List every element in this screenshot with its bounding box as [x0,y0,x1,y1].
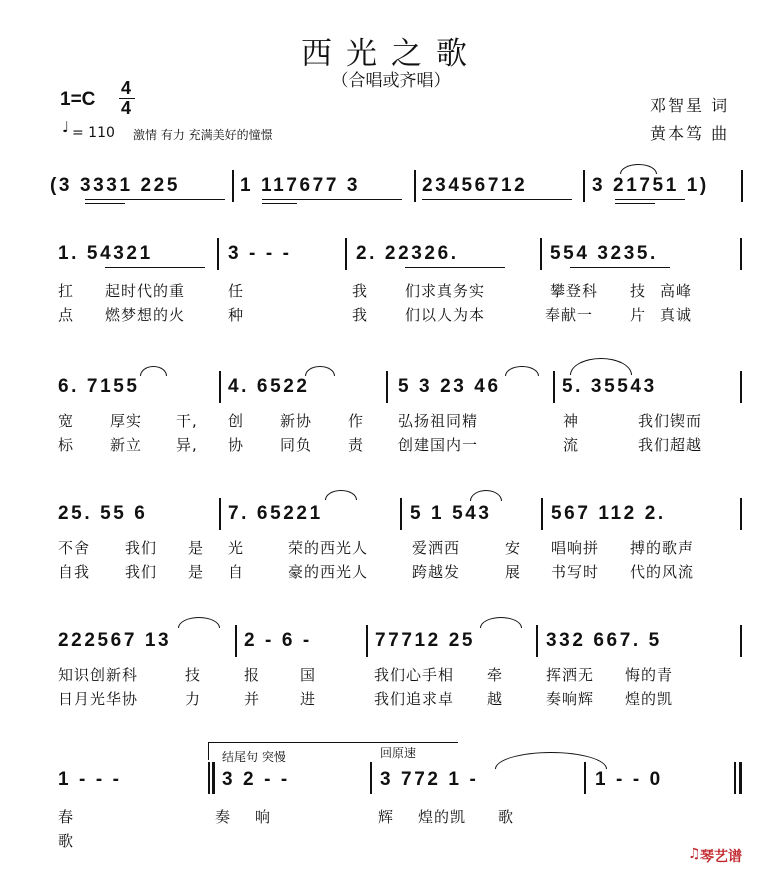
measure: 3 - - - [228,243,292,264]
lyric: 真诚 [660,306,693,324]
barline [219,371,221,403]
volta-bracket-edge [208,742,209,760]
barline [235,625,237,657]
lyric: 辉 [378,808,395,826]
lyric: 自我 [58,563,91,581]
expression-marking: 激情 有力 充满美好的憧憬 [133,128,273,142]
lyric: 响 [255,808,272,826]
lyric: 高峰 [660,282,693,300]
lyric: 责 [348,436,365,454]
barline [386,371,388,403]
lyric: 弘扬祖同精 [398,412,479,430]
lyric: 悔的青 [625,666,674,684]
volta-bracket [208,742,458,743]
lyric: 进 [300,690,317,708]
lyric: 新立 [110,436,143,454]
lyric: 们求真务实 [405,282,486,300]
watermark: 琴艺谱 [700,849,742,865]
measure: 2. 22326. [356,243,459,264]
measure: 1 - - - [58,769,122,790]
lyric: 爱洒西 [412,539,461,557]
lyric: 奉献一 [545,306,594,324]
lyric: 歌 [498,808,515,826]
slur [480,617,522,628]
lyric: 异, [176,436,198,454]
lyric: 是 [188,563,205,581]
barline [414,170,416,202]
lyric: 展 [505,563,522,581]
lyric: 起时代的重 [105,282,186,300]
lyric: 跨越发 [412,563,461,581]
barline [540,238,542,270]
lyric: 神 [563,412,580,430]
lyric: 豪的西光人 [288,563,369,581]
lyric: 力 [185,690,202,708]
barline [536,625,538,657]
measure: 5 1 543 [410,503,492,524]
lyric: 流 [563,436,580,454]
lyric: 作 [348,412,365,430]
lyric: 报 [244,666,261,684]
lyric: 煌的凯 [418,808,467,826]
measure: 7. 65221 [228,503,323,524]
beam [570,267,670,268]
lyric: 奏响辉 [546,690,595,708]
measure: 554 3235. [550,243,658,264]
barline [553,371,555,403]
barline [345,238,347,270]
lyric: 点 [58,306,75,324]
lyric: 挥洒无 [546,666,595,684]
measure: 25. 55 6 [58,503,148,524]
barline [366,625,368,657]
slur [505,366,539,376]
lyric: 片 [630,306,647,324]
measure: (3 3331 225 [50,175,181,196]
measure: 3 772 1 - [380,769,479,790]
lyric: 协 [228,436,245,454]
lyric: 我 [352,282,369,300]
lyric: 荣的西光人 [288,539,369,557]
measure: 3 21751 1) [592,175,709,196]
measure: 1. 54321 [58,243,153,264]
barline [219,498,221,530]
lyric: 我们 [125,539,158,557]
slur [470,490,502,501]
lyric: 创 [228,412,245,430]
barline [740,371,742,403]
lyric: 技 [185,666,202,684]
repeat-barline-thick [212,762,215,794]
barline [740,625,742,657]
lyric: 攀登科 [550,282,599,300]
measure: 5. 35543 [562,376,657,397]
measure: 222567 13 [58,630,172,651]
lyric: 标 [58,436,75,454]
lyric: 春 [58,808,75,826]
barline [740,238,742,270]
lyric: 宽 [58,412,75,430]
lyric: 同负 [280,436,313,454]
lyric: 不舍 [58,539,91,557]
repeat-barline [208,762,210,794]
lyric: 牵 [487,666,504,684]
lyric: 我们追求卓 [374,690,455,708]
measure: 3 2 - - [222,769,290,790]
barline [370,762,372,794]
lyric: 任 [228,282,245,300]
measure: 77712 25 [375,630,476,651]
lyric: 我们心手相 [374,666,455,684]
composer-credit: 黄本笃 曲 [650,124,730,143]
beam [615,199,685,200]
lyric: 厚实 [110,412,143,430]
measure: 1 - - 0 [595,769,663,790]
lyric: 书写时 [551,563,600,581]
a-tempo-annotation: 回原速 [380,746,417,760]
measure: 1 117677 3 [240,175,361,196]
barline [232,170,234,202]
slur [178,617,220,628]
beam [615,203,655,204]
barline [740,498,742,530]
lyric: 煌的凯 [625,690,674,708]
song-title: 西光之歌 [301,36,481,72]
slur [305,366,335,376]
lyric: 干, [176,412,198,430]
slur [570,358,632,375]
slur [140,366,167,376]
lyric: 扛 [58,282,75,300]
measure: 6. 7155 [58,376,140,397]
final-barline-thin [734,762,736,794]
lyric: 知识创新科 [58,666,139,684]
lyric: 技 [630,282,647,300]
lyric: 光 [228,539,245,557]
beam [422,199,572,200]
measure: 2 - 6 - [244,630,312,651]
final-barline-thick [739,762,742,794]
slur [495,752,607,769]
measure: 5 3 23 46 [398,376,501,397]
key-signature: 1=C [60,89,96,110]
slur [620,164,657,174]
lyric: 代的风流 [630,563,695,581]
lyric: 奏 [215,808,232,826]
barline [741,170,743,202]
beam [262,199,402,200]
lyric: 我们超越 [638,436,703,454]
lyric: 歌 [58,832,75,850]
lyric: 并 [244,690,261,708]
barline [400,498,402,530]
lyric: 们以人为本 [405,306,486,324]
lyric: 我们锲而 [638,412,703,430]
lyric: 燃梦想的火 [105,306,186,324]
barline [583,170,585,202]
measure: 567 112 2. [551,503,666,524]
barline [541,498,543,530]
slur [325,490,357,500]
time-signature-numerator: 4 [121,78,132,98]
lyric: 安 [505,539,522,557]
beam [262,203,297,204]
lyric: 创建国内一 [398,436,479,454]
lyric: 新协 [280,412,313,430]
quarter-note-icon: ♩ [62,118,70,136]
tempo-marking: = 110 [72,125,115,141]
lyric: 搏的歌声 [630,539,695,557]
lyric: 国 [300,666,317,684]
measure: 23456712 [422,175,528,196]
lyric: 日月光华协 [58,690,139,708]
barline [217,238,219,270]
logo-icon: ♫ [688,846,701,862]
lyric: 我 [352,306,369,324]
time-signature-denominator: 4 [121,98,132,118]
lyric: 自 [228,563,245,581]
lyric: 我们 [125,563,158,581]
measure: 332 667. 5 [546,630,662,651]
song-subtitle: （合唱或齐唱） [331,71,451,91]
lyric: 是 [188,539,205,557]
lyric: 越 [487,690,504,708]
beam [85,203,125,204]
lyricist-credit: 邓智星 词 [650,96,730,115]
beam [105,267,205,268]
lyric: 种 [228,306,245,324]
lyric: 唱响拼 [551,539,600,557]
beam [405,267,505,268]
measure: 4. 6522 [228,376,310,397]
ending-annotation: 结尾句 突慢 [222,750,286,764]
beam [85,199,225,200]
